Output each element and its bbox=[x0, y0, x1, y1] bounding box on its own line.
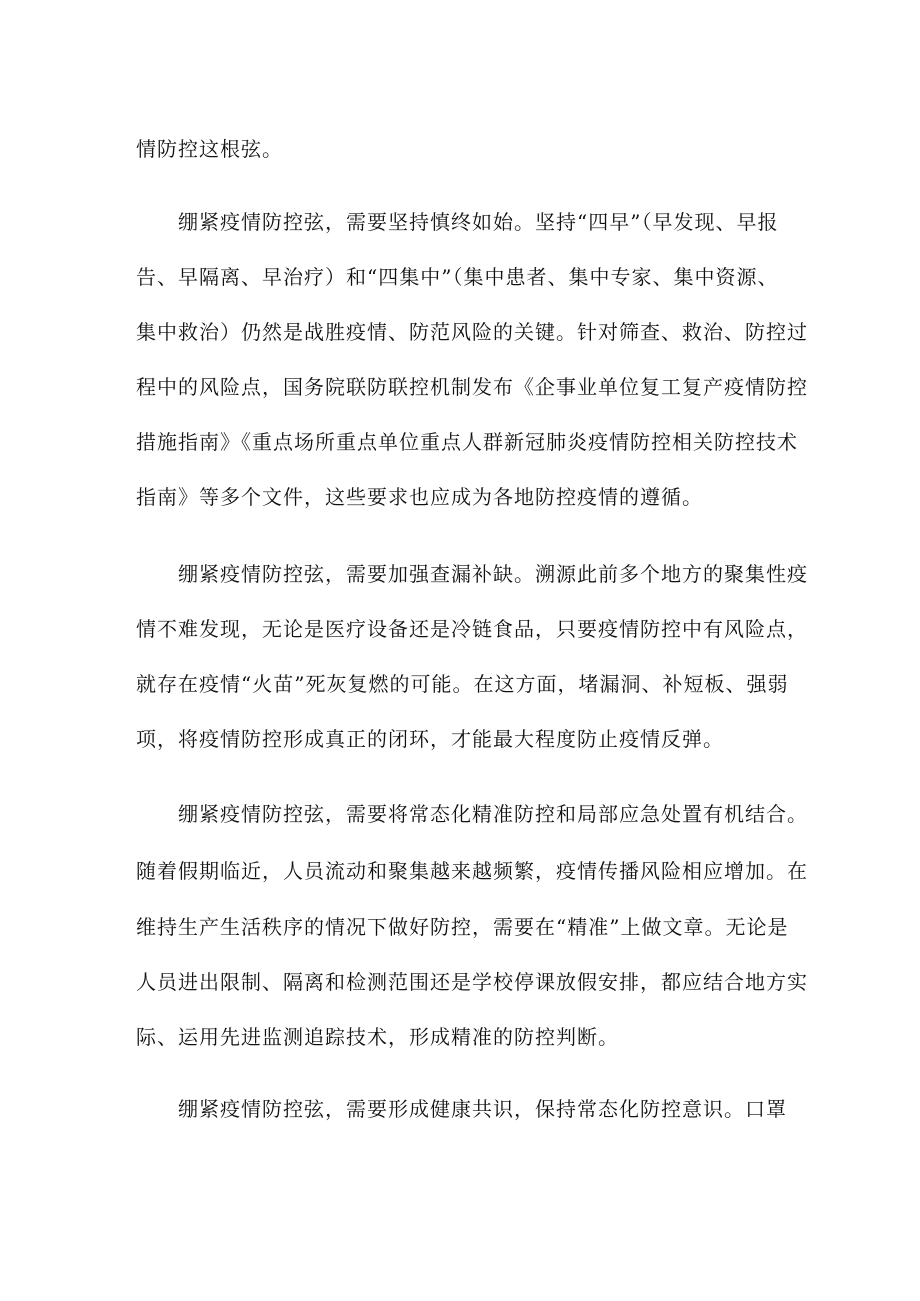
text-line: 就存在疫情“火苗”死灰复燃的可能。在这方面，堵漏洞、补短板、强弱 bbox=[136, 672, 789, 696]
text-line: 告、早隔离、早治疗）和“四集中”（集中患者、集中专家、集中资源、 bbox=[136, 265, 779, 289]
text-line: 绷紧疫情防控弦，需要形成健康共识，保持常态化防控意识。口罩 bbox=[178, 1097, 787, 1121]
text-line: 人员进出限制、隔离和检测范围还是学校停课放假安排，都应结合地方实 bbox=[136, 970, 808, 994]
text-line: 绷紧疫情防控弦，需要加强查漏补缺。溯源此前多个地方的聚集性疫 bbox=[178, 562, 808, 586]
text-line: 情不难发现，无论是医疗设备还是冷链食品，只要疫情防控中有风险点， bbox=[136, 617, 808, 641]
text-line: 际、运用先进监测追踪技术，形成精准的防控判断。 bbox=[136, 1025, 619, 1049]
text-line: 指南》等多个文件，这些要求也应成为各地防控疫情的遵循。 bbox=[136, 485, 703, 509]
text-line: 措施指南》《重点场所重点单位重点人群新冠肺炎疫情防控相关防控技术 bbox=[136, 430, 798, 454]
text-line: 集中救治）仍然是战胜疫情、防范风险的关键。针对筛查、救治、防控过 bbox=[136, 320, 808, 344]
text-line: 项，将疫情防控形成真正的闭环，才能最大程度防止疫情反弹。 bbox=[136, 727, 724, 751]
text-line: 维持生产生活秩序的情况下做好防控，需要在“精准”上做文章。无论是 bbox=[136, 915, 789, 939]
text-line: 随着假期临近，人员流动和聚集越来越频繁，疫情传播风险相应增加。在 bbox=[136, 859, 808, 883]
text-line: 程中的风险点，国务院联防联控机制发布《企事业单位复工复产疫情防控 bbox=[136, 375, 808, 399]
text-line: 绷紧疫情防控弦，需要将常态化精准防控和局部应急处置有机结合。 bbox=[178, 802, 808, 826]
text-line: 情防控这根弦。 bbox=[136, 137, 283, 161]
text-line: 绷紧疫情防控弦，需要坚持慎终如始。坚持“四早”（早发现、早报 bbox=[178, 210, 779, 234]
